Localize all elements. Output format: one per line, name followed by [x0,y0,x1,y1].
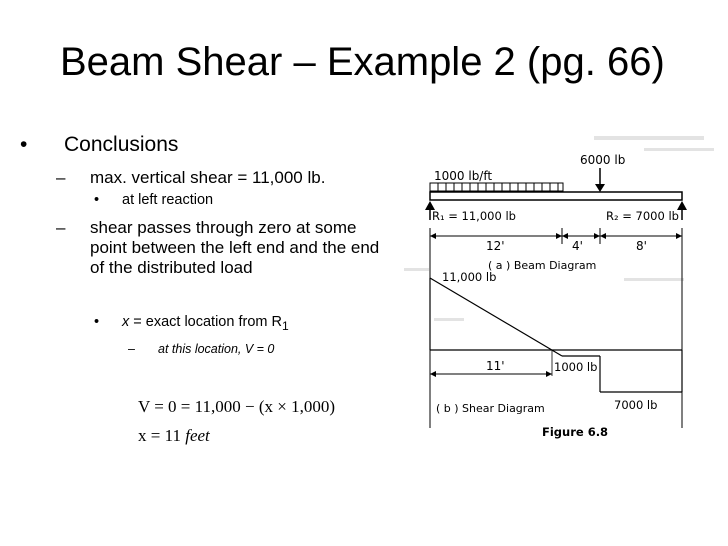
label-figure-number: Figure 6.8 [542,425,609,439]
beam-figure [394,128,722,450]
label-r2: R₂ = 7000 lb [606,209,679,223]
dash-marker: – [56,218,66,237]
label-span-c: 8' [636,239,647,253]
bullet-marker: • [94,192,100,208]
label-shear-right: 7000 lb [614,398,658,412]
label-zero-shear-dist: 11' [486,359,505,373]
conclusions-text: Conclusions [64,133,179,156]
at-location-text: at this location, V = 0 [158,342,275,356]
label-point-load: 6000 lb [580,153,626,167]
bullet-marker: • [94,314,100,330]
x-location-text [122,314,289,333]
bullet-marker: • [20,133,28,156]
label-span-b: 4' [572,239,583,253]
label-shear-mid: 1000 lb [554,360,598,374]
equation-shear-zero: V = 0 = 11,000 − (x × 1,000) [138,397,336,416]
label-r1: R₁ = 11,000 lb [432,209,516,223]
at-left-reaction-text: at left reaction [122,192,214,208]
x-variable: x [122,314,130,330]
caption-beam-diagram: ( a ) Beam Diagram [488,259,597,272]
dash-marker: – [128,342,135,356]
x-location-rest: = exact location from R [129,314,282,330]
beam [430,192,682,200]
caption-shear-diagram: ( b ) Shear Diagram [436,402,545,415]
bullet-at-location [128,342,275,356]
x-location-sub: 1 [281,318,289,333]
equation-x-result [138,426,210,446]
slide-title: Beam Shear – Example 2 (pg. 66) [60,40,665,84]
label-distributed-load: 1000 lb/ft [434,169,493,183]
label-shear-left: 11,000 lb [442,270,497,284]
equation-x-lhs: x = 11 [138,426,181,445]
equation-x-unit: feet [185,426,210,445]
max-shear-text: max. vertical shear = 11,000 lb. [90,168,326,187]
dash-marker: – [56,168,66,187]
shear-zero-text: shear passes through zero at some point between the left end and the end of the distributed load [90,218,380,277]
label-span-a: 12' [486,239,505,253]
